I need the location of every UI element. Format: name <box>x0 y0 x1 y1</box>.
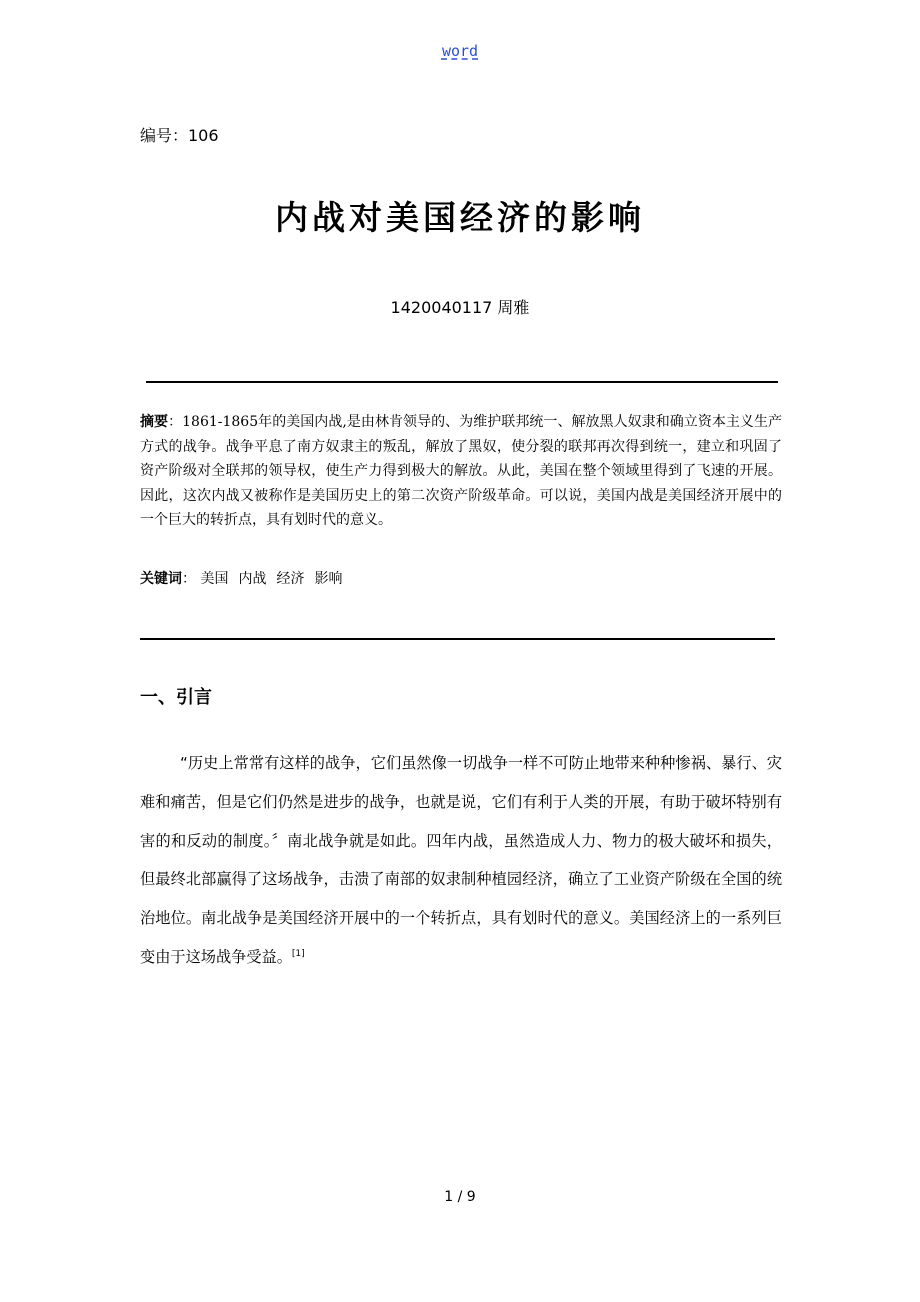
page-number: 1 / 9 <box>444 1189 476 1205</box>
header-word-text[interactable]: word <box>441 42 479 60</box>
bottom-divider <box>140 638 775 640</box>
top-divider <box>146 381 778 383</box>
page-title: 内战对美国经济的影响 <box>275 198 645 237</box>
keyword-item: 经济 <box>276 571 305 587</box>
author-line: 1420040117 周雅 <box>390 298 530 317</box>
introduction-text: “历史上常常有这样的战争，它们虽然像一切战争一样不可防止地带来种种惨祸、暴行、灾难和痛苦，但是它们仍然是进步的战争，也就是说，它们有利于人类的开展，有助于破坏特别有害的和反动的制度。〞南北战争就是如此。四年内战，虽然造成人力、物力的极大破坏和损失，但最终北部赢得了这场战争，击溃了南部的奴隶制种植园经济，确立了工业资产阶级在全国的统治地位。南北战争是美国经济开展中的一个转折点，具有划时代的意义。美国经济上的一系列巨变由于这场战争受益。 <box>140 754 782 966</box>
header-word-link[interactable] <box>0 42 920 60</box>
keywords-separator: ： <box>182 571 196 587</box>
abstract-label: 摘要 <box>140 414 169 430</box>
footnote-reference[interactable]: [1] <box>291 948 305 959</box>
abstract-block <box>140 410 782 533</box>
keywords-label: 关键词 <box>140 571 182 587</box>
introduction-paragraph <box>140 744 782 977</box>
abstract-separator: ： <box>168 414 183 430</box>
keyword-item: 影响 <box>314 571 343 587</box>
keyword-item: 内战 <box>238 571 267 587</box>
section-heading-introduction: 一、引言 <box>140 687 212 708</box>
keywords-block <box>140 568 782 590</box>
document-number: 编号：106 <box>140 126 219 145</box>
keyword-item: 美国 <box>200 571 229 587</box>
abstract-text: 1861-1865年的美国内战,是由林肯领导的、为维护联邦统一、解放黑人奴隶和确立资本主义生产方式的战争。战争平息了南方奴隶主的叛乱，解放了黑奴，使分裂的联邦再次得到统一，建立和巩固了资产阶级对全联邦的领导权，使生产力得到极大的解放。从此，美国在整个领域里得到了飞速的开展。因此，这次内战又被称作是美国历史上的第二次资产阶级革命。可以说，美国内战是美国经济开展中的一个巨大的转折点，具有划时代的意义。 <box>140 414 783 528</box>
